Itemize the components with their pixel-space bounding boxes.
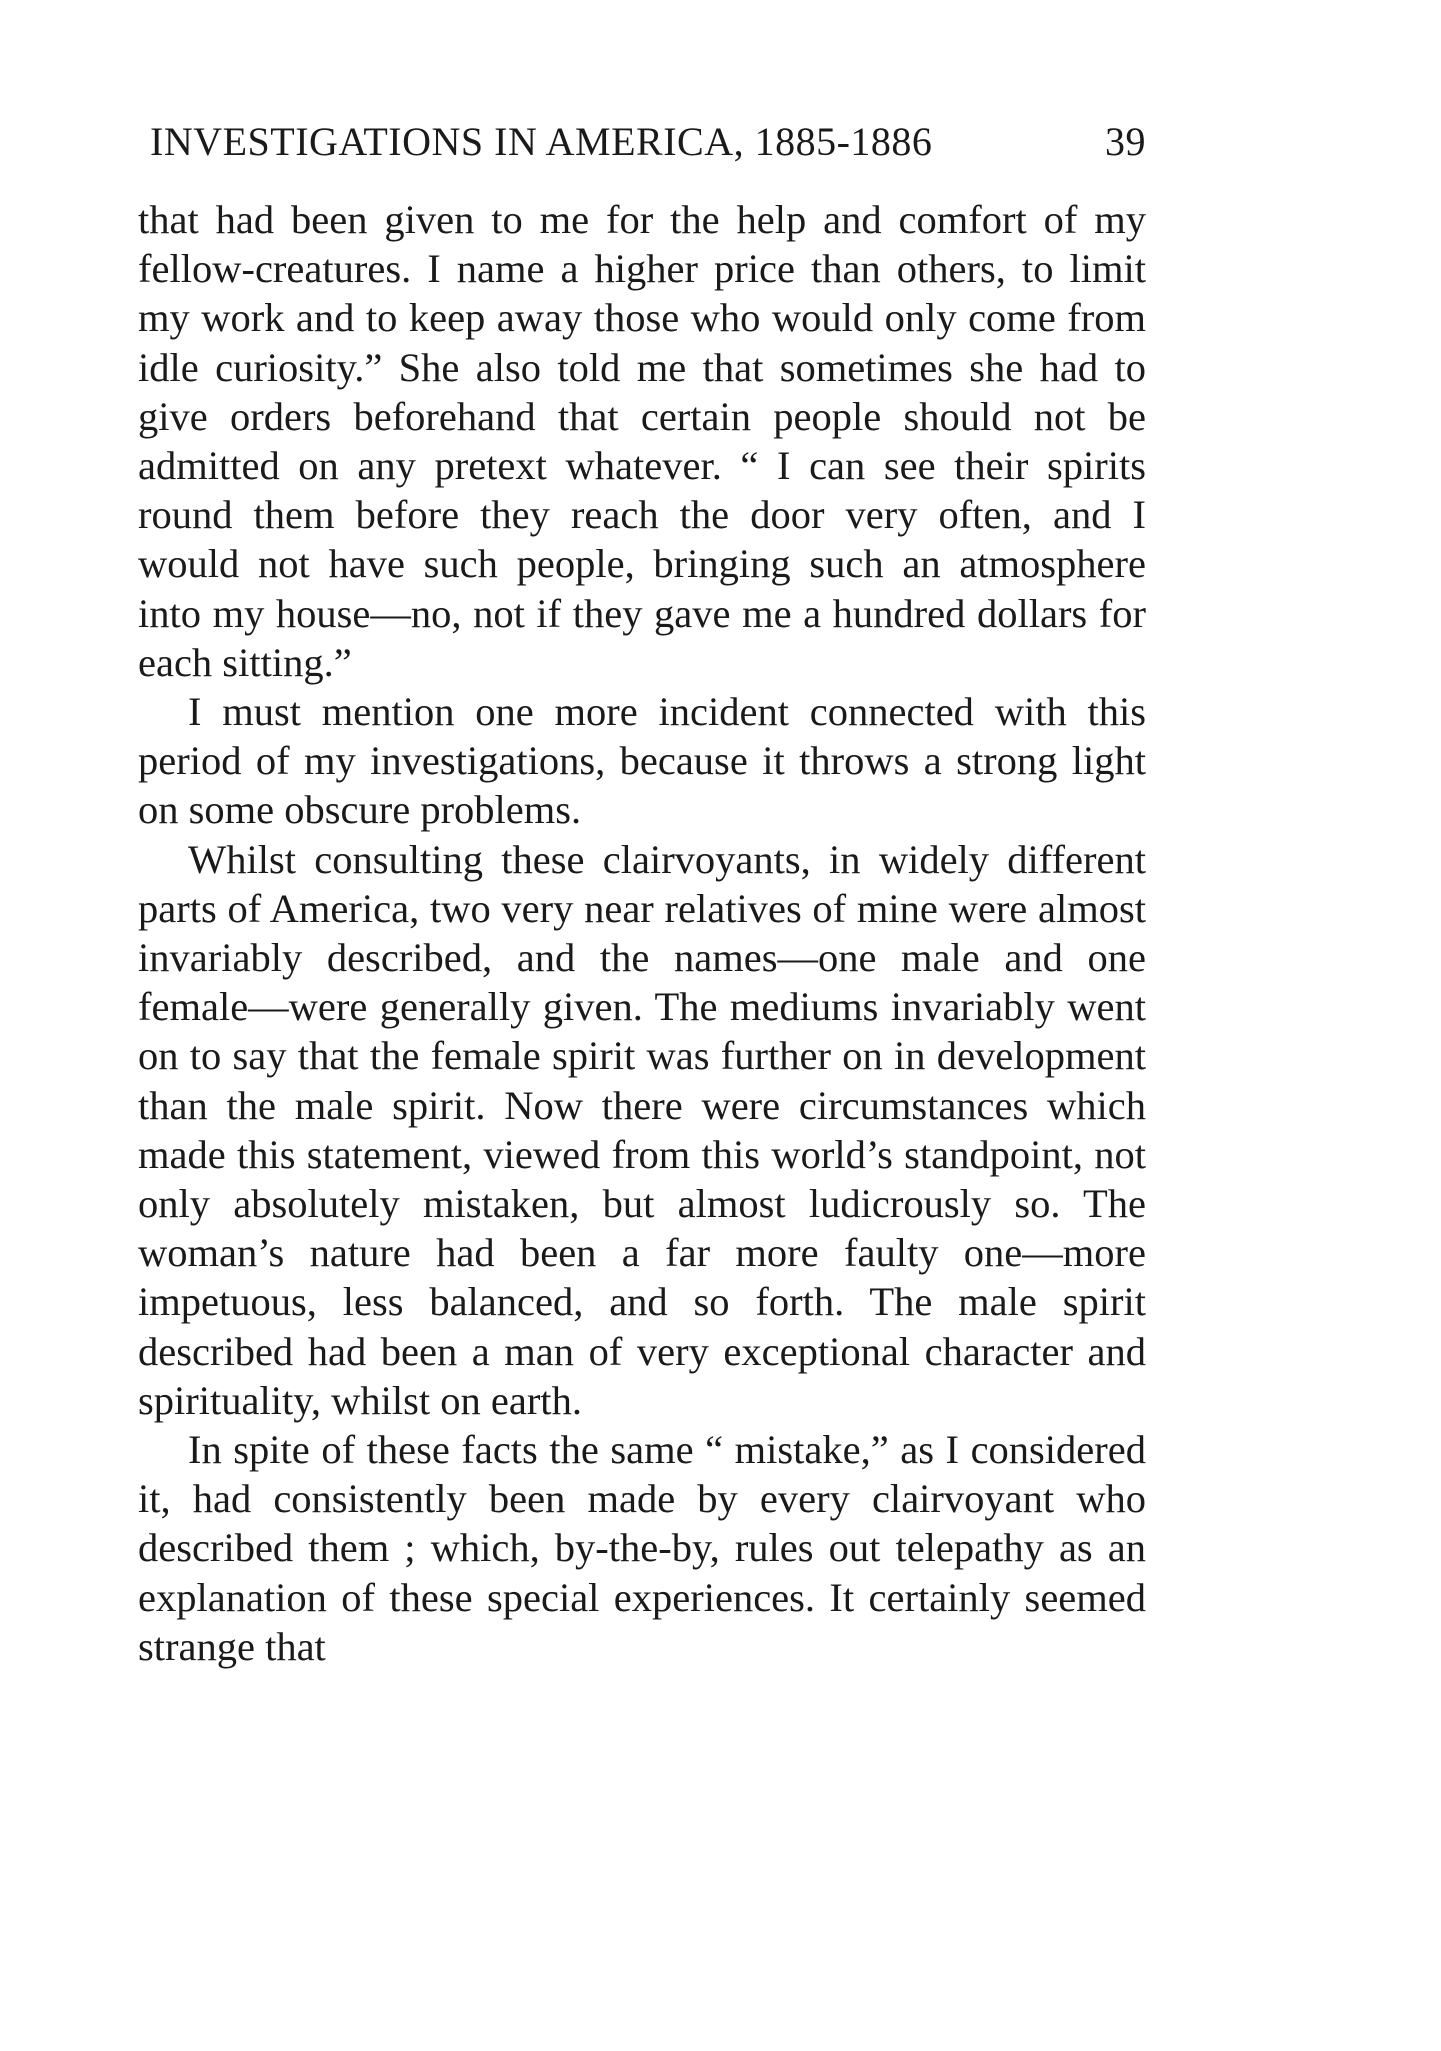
paragraph: In spite of these facts the same “ mistake,” as I considered it, had consistently been made by every clairvoyant who described them ; which, by-the-by, rules out telepathy as an explanation of these special experiences. It certainly seemed strange that bbox=[138, 1427, 1146, 1669]
paragraph: I must mention one more incident connected with this period of my investigations, because it throws a strong light on some obscure problems. bbox=[138, 689, 1146, 833]
body-text bbox=[138, 195, 1146, 1671]
page-number: 39 bbox=[1105, 119, 1146, 164]
paragraph: Whilst consulting these clairvoyants, in widely different parts of America, two very near relatives of mine were almost invariably described, and the names—one male and one female—were generally given. The mediums invariably went on to say that the female spirit was further on in development than the male spirit. Now there were circumstances which made this statement, viewed from this world’s standpoint, not only absolutely mistaken, but almost ludicrously so. The woman’s nature had been a far more faulty one—more impetuous, less balanced, and so forth. The male spirit described had been a man of very exceptional character and spirituality, whilst on earth. bbox=[138, 836, 1146, 1423]
running-head bbox=[150, 112, 1146, 172]
paragraph-continued: that had been given to me for the help and comfort of my fellow-creatures. I name a higher price than others, to limit my work and to keep away those who would only come from idle curiosity.” She also told me that sometimes she had to give orders beforehand that certain people should not be admitted on any pretext whatever. “ I can see their spirits round them before they reach the door very often, and I would not have such people, bringing such an atmosphere into my house—no, not if they gave me a hundred dollars for each sitting.” bbox=[138, 197, 1146, 685]
running-title: INVESTIGATIONS IN AMERICA, 1885-1886 bbox=[150, 119, 933, 164]
